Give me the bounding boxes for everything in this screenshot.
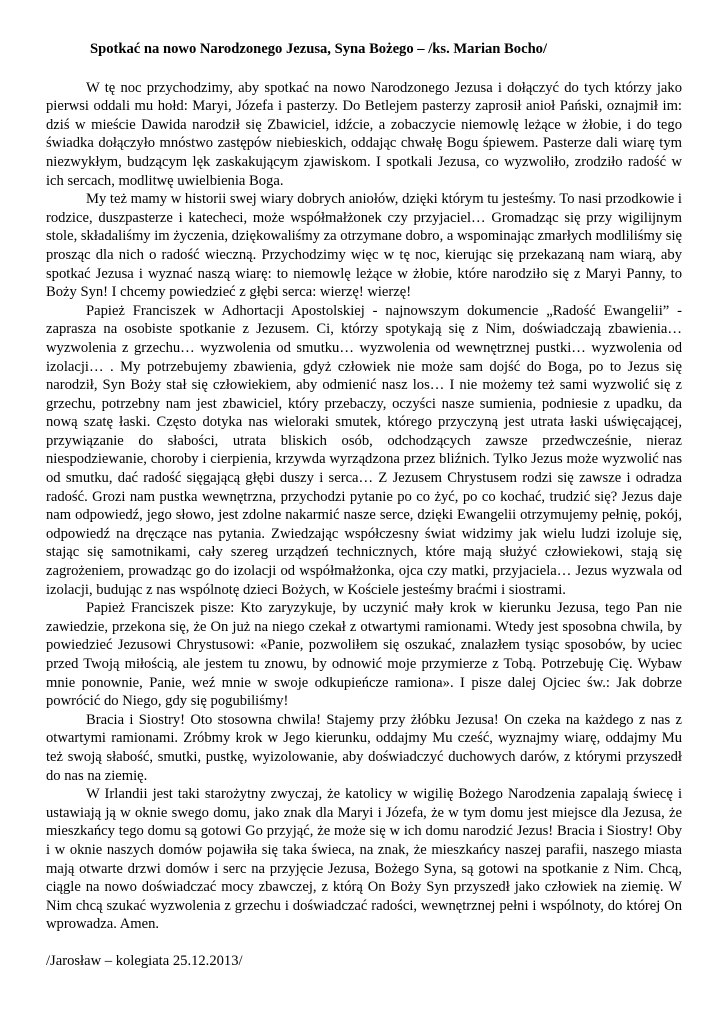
paragraph-1: W tę noc przychodzimy, aby spotkać na nowo Narodzonego Jezusa i dołączyć do tych którzy jako pierwsi oddali mu hołd: Maryi, Józefa i pasterzy. Do Betlejem pasterzy zaprosił anioł Pański, oznajmił im: dziś w mieście Dawida narodził się Zbawiciel, idźcie, a zobaczycie niemowlę leżące w żłobie, i do tego świadka dołączyło mnóstwo zastępów niebieskich, oddając chwałę Bogu śpiewem. Pasterze dali wiarę tym niezwykłym, budzącym lęk zaskakującym zjawiskom. I spotkali Jezusa, co wyzwoliło, zrodziło radość w ich sercach, modlitwę uwielbienia Boga. [46, 79, 682, 189]
paragraph-4: Papież Franciszek pisze: Kto zaryzykuje, by uczynić mały krok w kierunku Jezusa, tego Pan nie zawiedzie, przekona się, że On już na niego czekał z otwartymi ramionami. Wtedy jest sposobna chwila, by powiedzieć Jezusowi Chrystusowi: «Panie, pozwoliłem się oszukać, znalazłem tysiąc sposobów, by uciec przed Twoją miłością, ale jestem tu znowu, by odnowić moje przymierze z Tobą. Potrzebuję Cię. Wybaw mnie ponownie, Panie, weź mnie w swoje odkupieńcze ramiona». I pisze dalej Ojciec św.: Jak dobrze powrócić do Niego, gdy się pogubiliśmy! [46, 600, 682, 710]
paragraph-5: Bracia i Siostry! Oto stosowna chwila! Stajemy przy żłóbku Jezusa! On czeka na każdego z nas z otwartymi ramionami. Zróbmy krok w Jego kierunku, oddajmy Mu cześć, wyznajmy wiarę, oddajmy Mu też swoją słabość, smutki, pustkę, wyizolowanie, aby doświadczyć duchowych darów, z którymi przyszedł do nas na ziemię. [46, 711, 682, 784]
signature: /Jarosław – kolegiata 25.12.2013/ [46, 952, 243, 969]
document-page [46, 40, 682, 971]
paragraph-6: W Irlandii jest taki starożytny zwyczaj, że katolicy w wigilię Bożego Narodzenia zapalają świecę i ustawiają ją w oknie swego domu, jako znak dla Maryi i Józefa, że w tym domu jest miejsce dla Jezusa, że mieszkańcy tego domu są gotowi Go przyjąć, że może się w ich domu narodzić Jezus! Bracia i Siostry! Oby i w oknie naszych domów pojawiła się taka świeca, na znak, że mieszkańcy naszej parafii, naszego miasta mają otwarte drzwi domów i serc na przyjęcie Jezusa, Bożego Syna, są gotowi na spotkanie z Nim. Chcą, ciągle na nowo doświadczać mocy zbawczej, z którą On Boży Syn przyszedł jako człowiek na ziemię. W Nim chcą szukać wyzwolenia z grzechu i doświadczać radości, wewnętrznej pełni i wspólnoty, do której On wprowadza. Amen. [46, 786, 682, 933]
paragraph-3: Papież Franciszek w Adhortacji Apostolskiej - najnowszym dokumencie „Radość Ewangelii” - zaprasza na osobiste spotkanie z Jezusem. Ci, którzy spotykają się z Nim, doświadczają zbawienia… wyzwolenia z grzechu… wyzwolenia od smutku… wyzwolenia od wewnętrznej pustki… wyzwolenia od izolacji… . My potrzebujemy zbawienia, gdyż człowiek nie może sam dojść do Boga, po to Jezus się narodził, Syn Boży stał się człowiekiem, aby odmienić nasz los… I nie możemy też sami wyzwolić się z grzechu, potrzebny nam jest zbawiciel, który przebaczy, oczyści nasze sumienia, podniesie z upadku, da nową szatę łaski. Często dotyka nas wieloraki smutek, którego przyczyną jest utrata łaski uświęcającej, przywiązanie do słabości, utrata bliskich osób, odchodzących zawsze przedwcześnie, nieraz niespodziewanie, choroby i cierpienia, krzywda wyrządzona przez bliźnich. Tylko Jezus może wyzwolić nas od smutku, dać radość sięgającą głębi duszy i serca… Z Jezusem Chrystusem rodzi się zawsze i odradza radość. Grozi nam pustka wewnętrzna, przychodzi pytanie po co żyć, po co kochać, trudzić się? Jezus daje nam odpowiedź, jego słowo, jest zdolne nakarmić nasze serce, dzięki Ewangelii otrzymujemy pełnię, pokój, odpowiedź na dręczące nas pytania. Zwiedzając współczesny świat widzimy jak wielu ludzi izoluje się, stając się samotnikami, cały szereg urządzeń technicznych, które mają służyć człowiekowi, stają się zagrożeniem, prowadząc go do izolacji od współmałżonka, ojca czy matki, przyjaciela… Jezus wyzwala od izolacji, budując z nas wspólnotę dzieci Bożych, w Kościele jesteśmy braćmi i siostrami. [46, 302, 682, 598]
paragraph-2: My też mamy w historii swej wiary dobrych aniołów, dzięki którym tu jesteśmy. To nasi przodkowie i rodzice, duszpasterze i katecheci, może współmałżonek czy przyjaciel… Gromadząc się przy wigilijnym stole, składaliśmy im życzenia, dziękowaliśmy za otrzymane dobro, a wspominając zmarłych modliliśmy się prosząc dla nich o radość wieczną. Przychodzimy więc w tę noc, kierując się przekazaną nam wiarą, aby spotkać Jezusa i wyznać naszą wiarę: to niemowlę leżące w żłobie, które narodziło się z Maryi Panny, to Boży Syn! I chcemy powiedzieć z głębi serca: wierzę! wierzę! [46, 191, 682, 301]
document-title: Spotkać na nowo Narodzonego Jezusa, Syna Bożego – /ks. Marian Bocho/ [90, 41, 548, 57]
